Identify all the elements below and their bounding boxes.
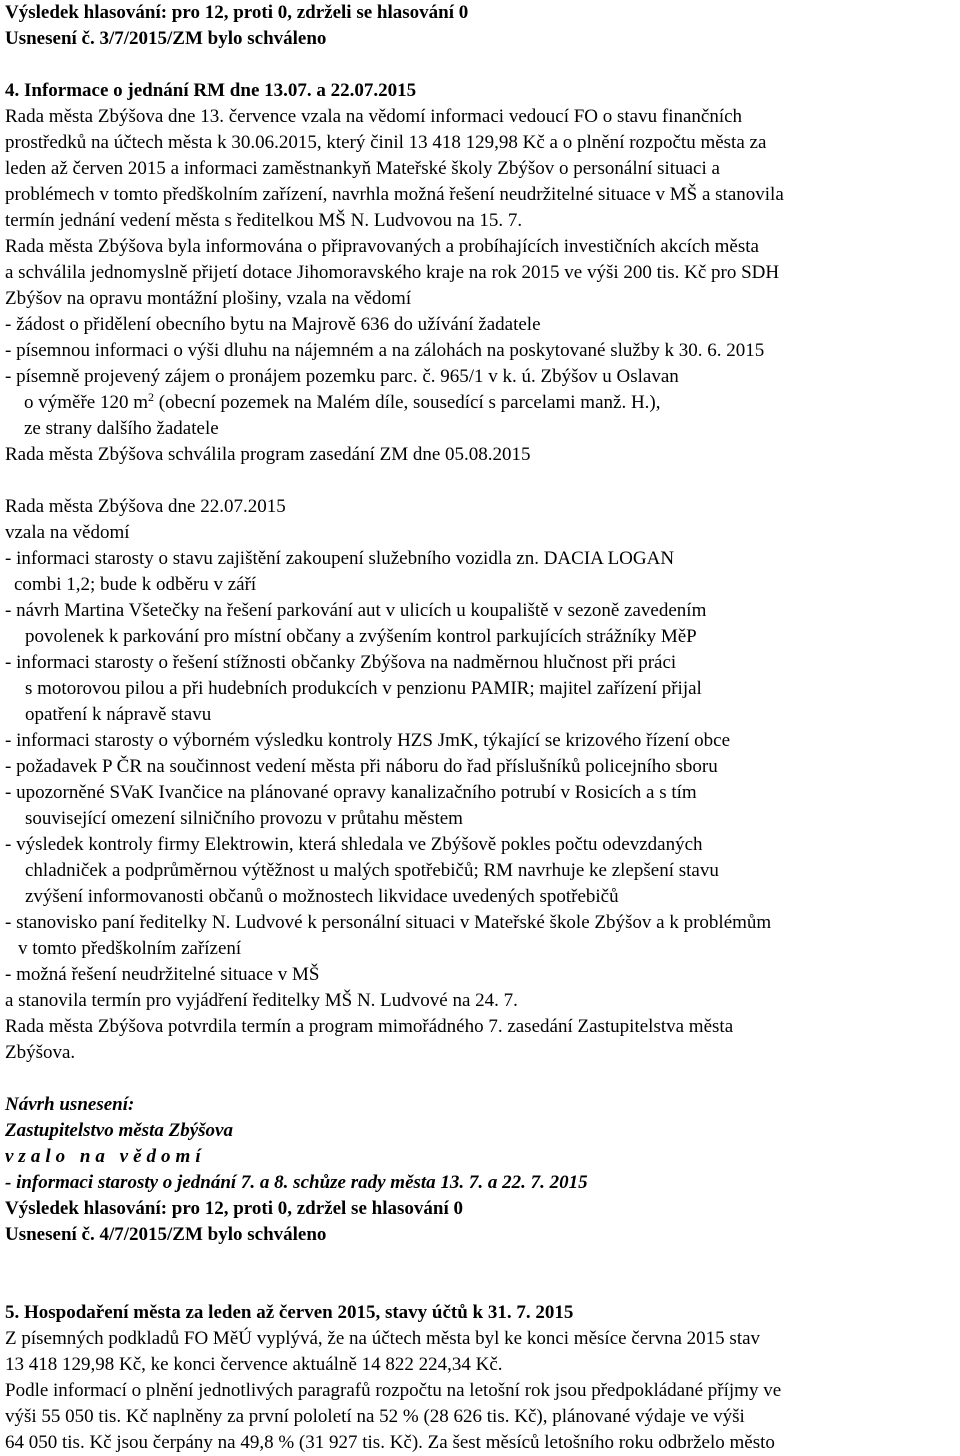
resolution-3: Usnesení č. 3/7/2015/ZM bylo schváleno [5, 28, 327, 49]
list-item-continuation: související omezení silničního provozu v průtahu městem [25, 808, 463, 829]
paragraph-line: leden až červen 2015 a informaci zaměstnankyň Mateřské školy Zbýšov o personální situaci a [5, 158, 720, 179]
list-item-continuation: s motorovou pilou a při hudebních produkcích v penzionu PAMIR; majitel zařízení přijal [25, 678, 702, 699]
paragraph-line: Podle informací o plnění jednotlivých paragrafů rozpočtu na letošní rok jsou předpokládané příjmy ve [5, 1380, 782, 1401]
area-prefix: o výměře 120 m [24, 392, 149, 413]
list-item-continuation: combi 1,2; bude k odběru v září [14, 574, 257, 595]
list-item: - informaci starosty o výborném výsledku kontroly HZS JmK, týkající se krizového řízení obce [5, 730, 731, 751]
list-item: - možná řešení neudržitelné situace v MŠ [5, 964, 320, 985]
list-item: - upozorněné SVaK Ivančice na plánované opravy kanalizačního potrubí v Rosicích a s tím [5, 782, 697, 803]
section-4-heading: 4. Informace o jednání RM dne 13.07. a 22.07.2015 [5, 80, 417, 101]
proposal-label: Návrh usnesení: [5, 1094, 135, 1115]
paragraph-line: a schválila jednomyslně přijetí dotace Jihomoravského kraje na rok 2015 ve výši 200 tis. Kč pro SDH [5, 262, 780, 283]
list-item-continuation: v tomto předškolním zařízení [18, 938, 242, 959]
paragraph-line: problémech v tomto předškolním zařízení, navrhla možná řešení neudržitelné situace v MŠ a stanovila [5, 184, 784, 205]
paragraph-line: prostředků na účtech města k 30.06.2015, který činil 13 418 129,98 Kč a o plnění rozpočtu města za [5, 132, 767, 153]
vote-result-2: Výsledek hlasování: pro 12, proti 0, zdržel se hlasování 0 [5, 1198, 463, 1219]
list-item: - informaci starosty o řešení stížnosti občanky Zbýšova na nadměrnou hlučnost při práci [5, 652, 677, 673]
list-item-continuation: opatření k nápravě stavu [25, 704, 212, 725]
resolution-4: Usnesení č. 4/7/2015/ZM bylo schváleno [5, 1224, 327, 1245]
paragraph-line: Zbýšov na opravu montážní plošiny, vzala na vědomí [5, 288, 412, 309]
list-item: - výsledek kontroly firmy Elektrowin, která shledala ve Zbýšově pokles počtu odevzdaných [5, 834, 703, 855]
list-item: - informaci starosty o stavu zajištění zakoupení služebního vozidla zn. DACIA LOGAN [5, 548, 675, 569]
paragraph-line: Rada města Zbýšova schválila program zasedání ZM dne 05.08.2015 [5, 444, 531, 465]
list-item: - stanovisko paní ředitelky N. Ludvové k personální situaci v Mateřské škole Zbýšov a k problémům [5, 912, 772, 933]
list-item-continuation: ze strany dalšího žadatele [24, 418, 219, 439]
paragraph-line: výši 55 050 tis. Kč naplněny za první pololetí na 52 % (28 626 tis. Kč), plánované výdaje ve výši [5, 1406, 745, 1427]
paragraph-line: Zbýšova. [5, 1042, 76, 1063]
paragraph-line: vzala na vědomí [5, 522, 130, 543]
paragraph-line: Rada města Zbýšova byla informována o připravovaných a probíhajících investičních akcích města [5, 236, 759, 257]
proposal-item: - informaci starosty o jednání 7. a 8. schůze rady města 13. 7. a 22. 7. 2015 [5, 1172, 588, 1193]
section-5-heading: 5. Hospodaření města za leden až červen 2015, stavy účtů k 31. 7. 2015 [5, 1302, 574, 1323]
paragraph-line: Rada města Zbýšova potvrdila termín a program mimořádného 7. zasedání Zastupitelstva města [5, 1016, 734, 1037]
paragraph-line: 64 050 tis. Kč jsou čerpány na 49,8 % (31 927 tis. Kč). Za šest měsíců letošního roku odbrželo město [5, 1432, 775, 1453]
list-item-continuation: zvýšení informovanosti občanů o možnostech likvidace uvedených spotřebičů [25, 886, 619, 907]
area-suffix: (obecní pozemek na Malém díle, sousedící s parcelami manž. H.), [154, 392, 661, 413]
list-item: - požadavek P ČR na součinnost vedení města při náboru do řad příslušníků policejního sboru [5, 756, 718, 777]
list-item-continuation: povolenek k parkování pro místní občany a zvýšením kontrol parkujících strážníky MěP [25, 626, 697, 647]
vote-result-1: Výsledek hlasování: pro 12, proti 0, zdrželi se hlasování 0 [5, 2, 469, 23]
list-item-continuation: chladniček a podprůměrnou výtěžnost u malých spotřebičů; RM navrhuje ke zlepšení stavu [25, 860, 719, 881]
list-item: - písemně projevený zájem o pronájem pozemku parc. č. 965/1 v k. ú. Zbýšov u Oslavan [5, 366, 679, 387]
paragraph-line: a stanovila termín pro vyjádření ředitelky MŠ N. Ludvové na 24. 7. [5, 990, 518, 1011]
list-item: - písemnou informaci o výši dluhu na nájemném a na zálohách na poskytované služby k 30. 6. 2015 [5, 340, 765, 361]
paragraph-line: 13 418 129,98 Kč, ke konci července aktuálně 14 822 224,34 Kč. [5, 1354, 503, 1375]
area-superscript: 2 [148, 390, 155, 404]
proposal-body: Zastupitelstvo města Zbýšova [5, 1120, 233, 1141]
paragraph-line: Rada města Zbýšova dne 22.07.2015 [5, 496, 286, 517]
list-item: - návrh Martina Všetečky na řešení parkování aut v ulicích u koupaliště v sezoně zavedením [5, 600, 707, 621]
paragraph-line: Rada města Zbýšova dne 13. července vzala na vědomí informaci vedoucí FO o stavu finančních [5, 106, 743, 127]
paragraph-line: Z písemných podkladů FO MěÚ vyplývá, že na účtech města byl ke konci měsíce června 2015 stav [5, 1328, 761, 1349]
list-item-continuation [5, 390, 958, 416]
list-item: - žádost o přidělení obecního bytu na Majrově 636 do užívání žadatele [5, 314, 541, 335]
paragraph-line: termín jednání vedení města s ředitelkou MŠ N. Ludvovou na 15. 7. [5, 210, 523, 231]
proposal-action: vzalo na vědomí [5, 1146, 206, 1167]
